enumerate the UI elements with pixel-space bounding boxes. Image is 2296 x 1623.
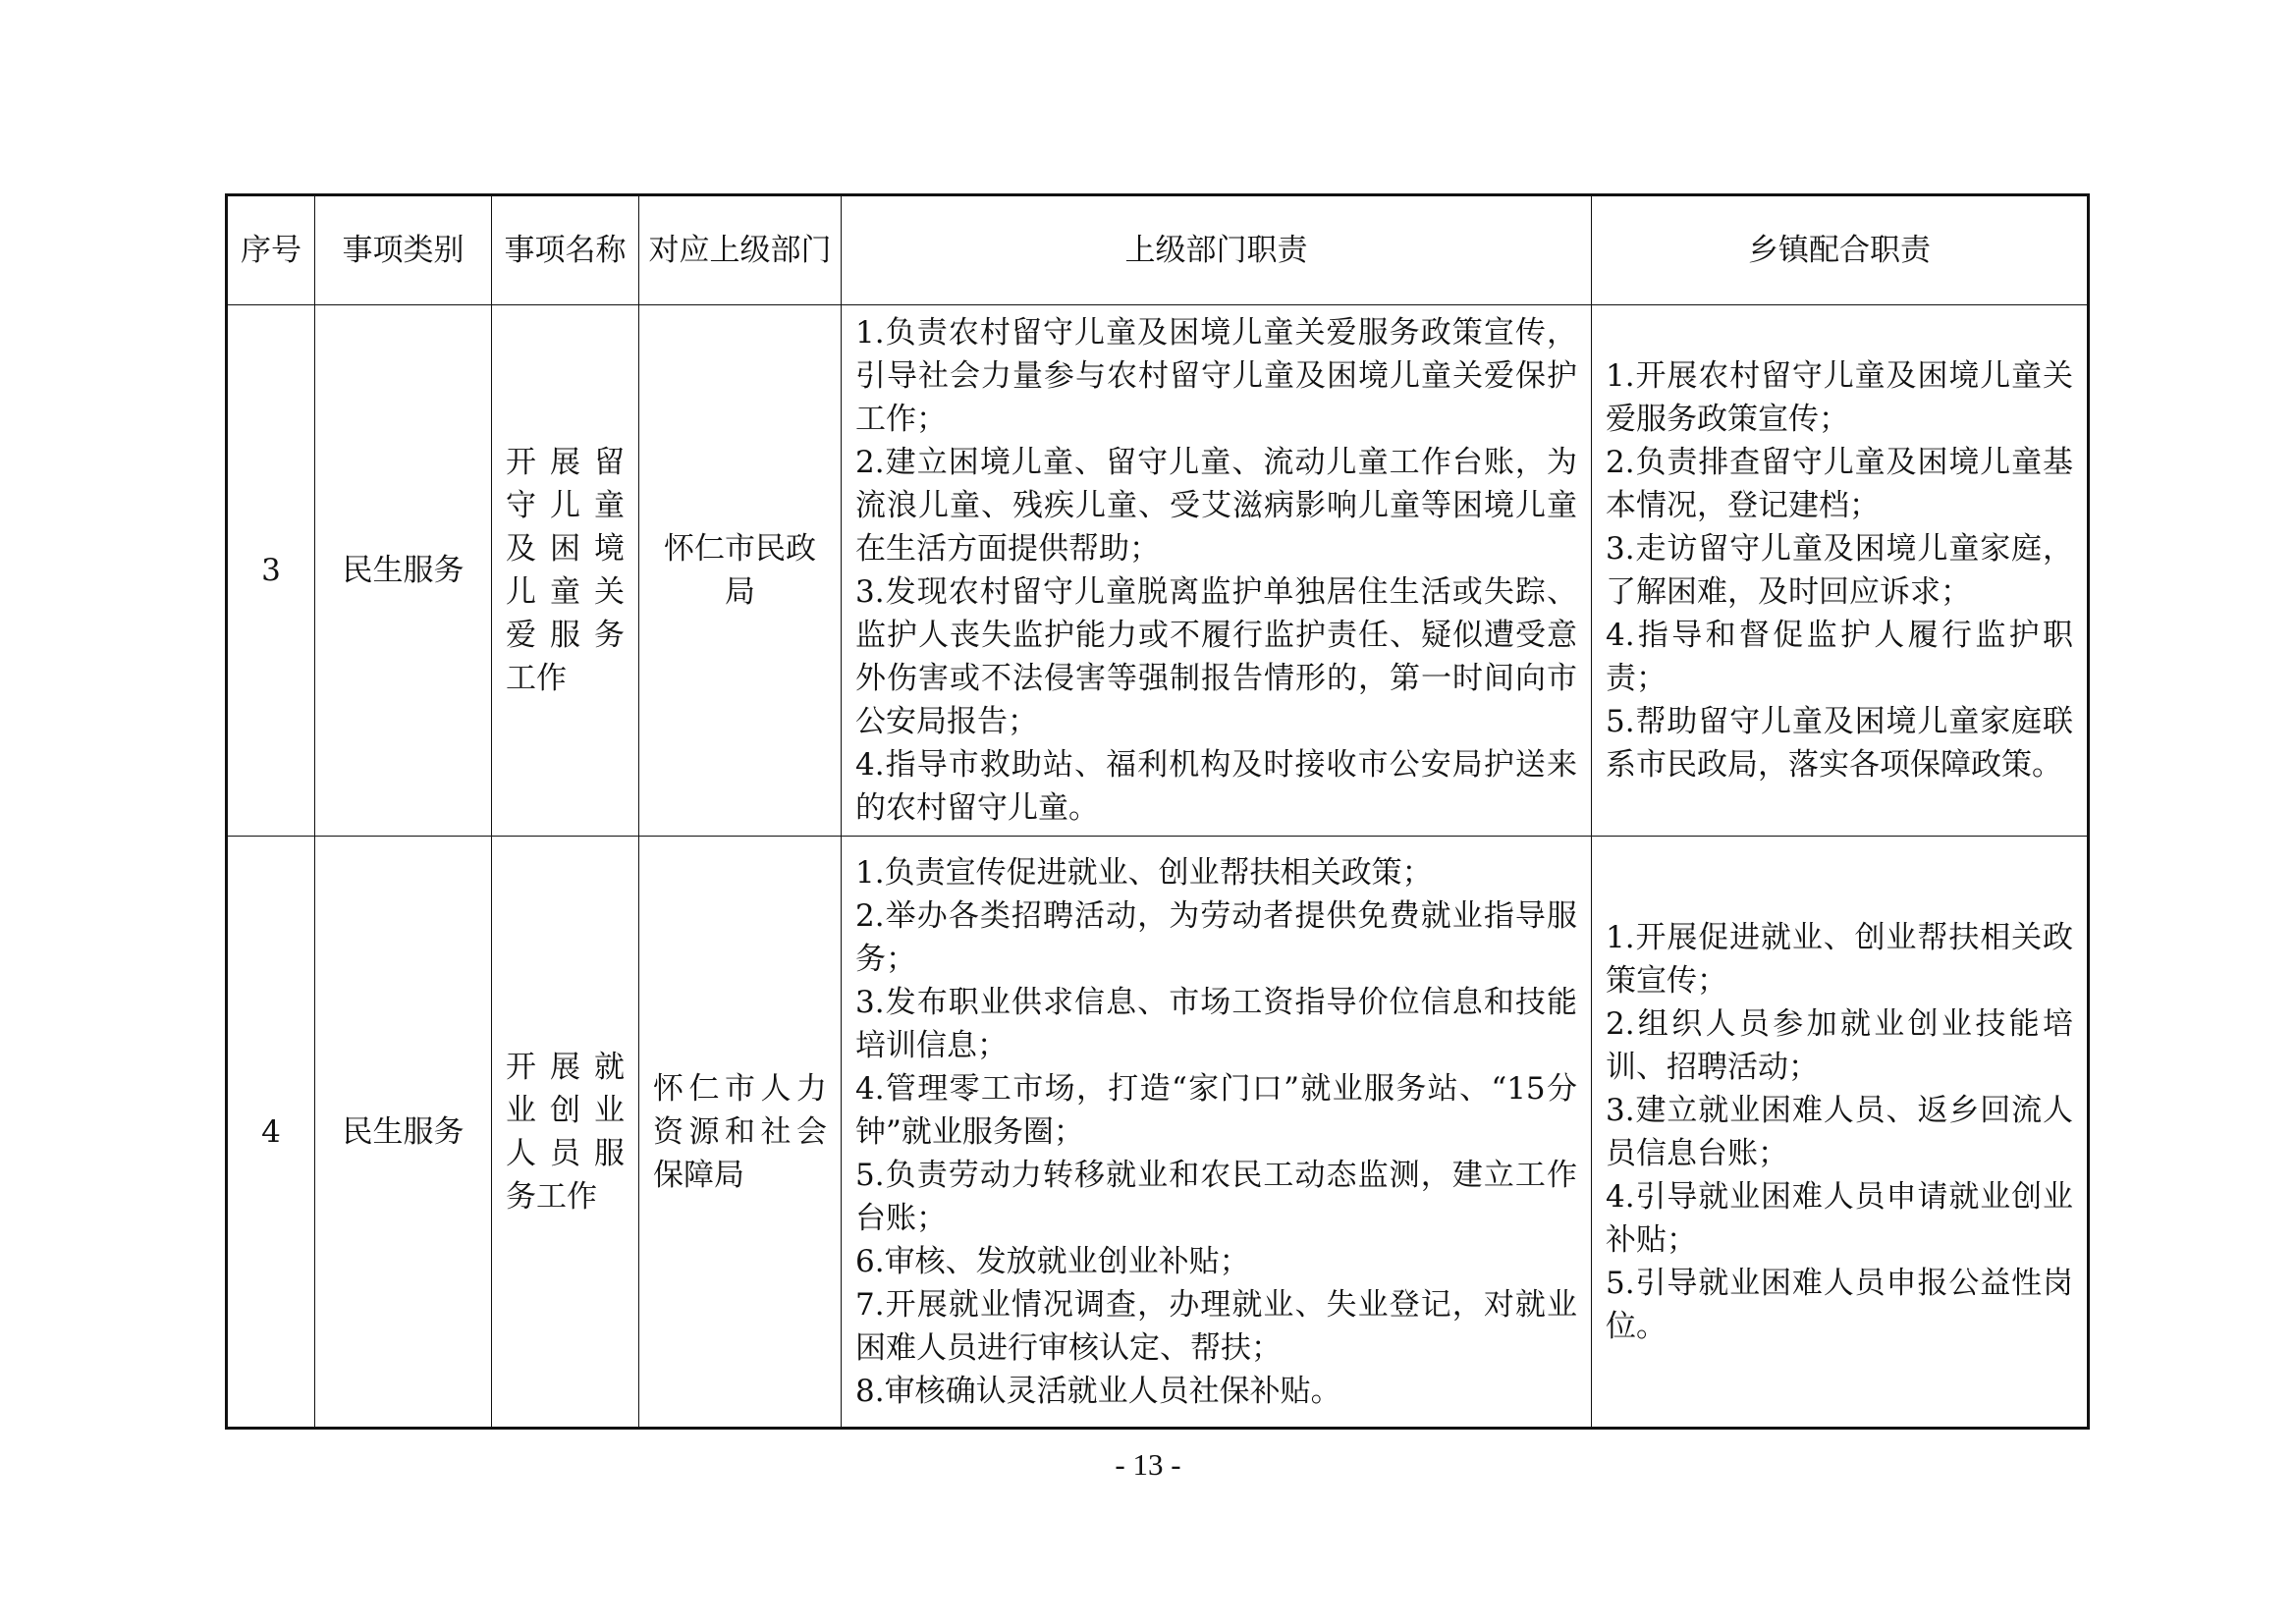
- table-header-row: [227, 195, 2089, 305]
- page-number: - 13 -: [1115, 1447, 1181, 1482]
- row-item-name: 开展留守儿童及困境儿童关爱服务工作: [492, 305, 639, 837]
- row-category: 民生服务: [315, 305, 492, 837]
- town-duty-item: 4.指导和督促监护人履行监护职责；: [1606, 618, 2073, 696]
- town-duty-item: 1.开展促进就业、创业帮扶相关政策宣传；: [1606, 919, 2073, 999]
- town-duty-item: 2.组织人员参加就业创业技能培训、招聘活动；: [1606, 1005, 2073, 1085]
- duties-table: [225, 193, 2090, 1430]
- upper-duty-item: 8.审核确认灵活就业人员社保补贴。: [855, 1373, 1341, 1409]
- upper-duty-item: 2.建立困境儿童、留守儿童、流动儿童工作台账，为流浪儿童、残疾儿童、受艾滋病影响儿童等困境儿童在生活方面提供帮助；: [855, 445, 1577, 567]
- upper-duty-item: 4.管理零工市场，打造“家门口”就业服务站、“15分钟”就业服务圈；: [855, 1070, 1577, 1150]
- row-upper-duties: [842, 305, 1592, 837]
- town-duty-item: 3.走访留守儿童及困境儿童家庭，了解困难，及时回应诉求；: [1606, 531, 2073, 610]
- header-category: 事项类别: [315, 195, 492, 305]
- upper-duty-item: 2.举办各类招聘活动，为劳动者提供免费就业指导服务；: [855, 897, 1577, 977]
- header-upper-duties: 上级部门职责: [842, 195, 1592, 305]
- header-seq: 序号: [227, 195, 315, 305]
- header-dept: 对应上级部门: [639, 195, 842, 305]
- upper-duty-item: 4.指导市救助站、福利机构及时接收市公安局护送来的农村留守儿童。: [855, 747, 1577, 826]
- row-department: 怀仁市民政局: [639, 305, 842, 837]
- row-category: 民生服务: [315, 837, 492, 1429]
- town-duty-item: 4.引导就业困难人员申请就业创业补贴；: [1606, 1178, 2073, 1258]
- upper-duty-item: 6.审核、发放就业创业补贴；: [855, 1243, 1250, 1279]
- table-row: [227, 305, 2089, 837]
- table-row: [227, 837, 2089, 1429]
- upper-duty-item: 3.发布职业供求信息、市场工资指导价位信息和技能培训信息；: [855, 984, 1577, 1063]
- town-duty-item: 5.引导就业困难人员申报公益性岗位。: [1606, 1265, 2073, 1344]
- header-name: 事项名称: [492, 195, 639, 305]
- upper-duty-item: 5.负责劳动力转移就业和农民工动态监测，建立工作台账；: [855, 1157, 1577, 1236]
- row-department: 怀仁市人力资源和社会保障局: [639, 837, 842, 1429]
- upper-duty-item: 1.负责宣传促进就业、创业帮扶相关政策；: [855, 854, 1433, 891]
- row-town-duties: [1592, 837, 2089, 1429]
- row-town-duties: [1592, 305, 2089, 837]
- row-seq: 4: [227, 837, 315, 1429]
- row-seq: 3: [227, 305, 315, 837]
- town-duty-item: 3.建立就业困难人员、返乡回流人员信息台账；: [1606, 1092, 2073, 1171]
- town-duty-item: 5.帮助留守儿童及困境儿童家庭联系市民政局，落实各项保障政策。: [1606, 704, 2073, 783]
- town-duty-item: 2.负责排查留守儿童及困境儿童基本情况，登记建档；: [1606, 445, 2073, 523]
- upper-duty-item: 1.负责农村留守儿童及困境儿童关爱服务政策宣传，引导社会力量参与农村留守儿童及困境儿童关爱保护工作；: [855, 315, 1577, 437]
- row-upper-duties: [842, 837, 1592, 1429]
- header-town-duties: 乡镇配合职责: [1592, 195, 2089, 305]
- upper-duty-item: 7.开展就业情况调查，办理就业、失业登记，对就业困难人员进行审核认定、帮扶；: [855, 1286, 1577, 1366]
- upper-duty-item: 3.发现农村留守儿童脱离监护单独居住生活或失踪、监护人丧失监护能力或不履行监护责任、疑似遭受意外伤害或不法侵害等强制报告情形的，第一时间向市公安局报告；: [855, 574, 1577, 739]
- town-duty-item: 1.开展农村留守儿童及困境儿童关爱服务政策宣传；: [1606, 358, 2073, 437]
- row-item-name: 开展就业创业人员服务工作: [492, 837, 639, 1429]
